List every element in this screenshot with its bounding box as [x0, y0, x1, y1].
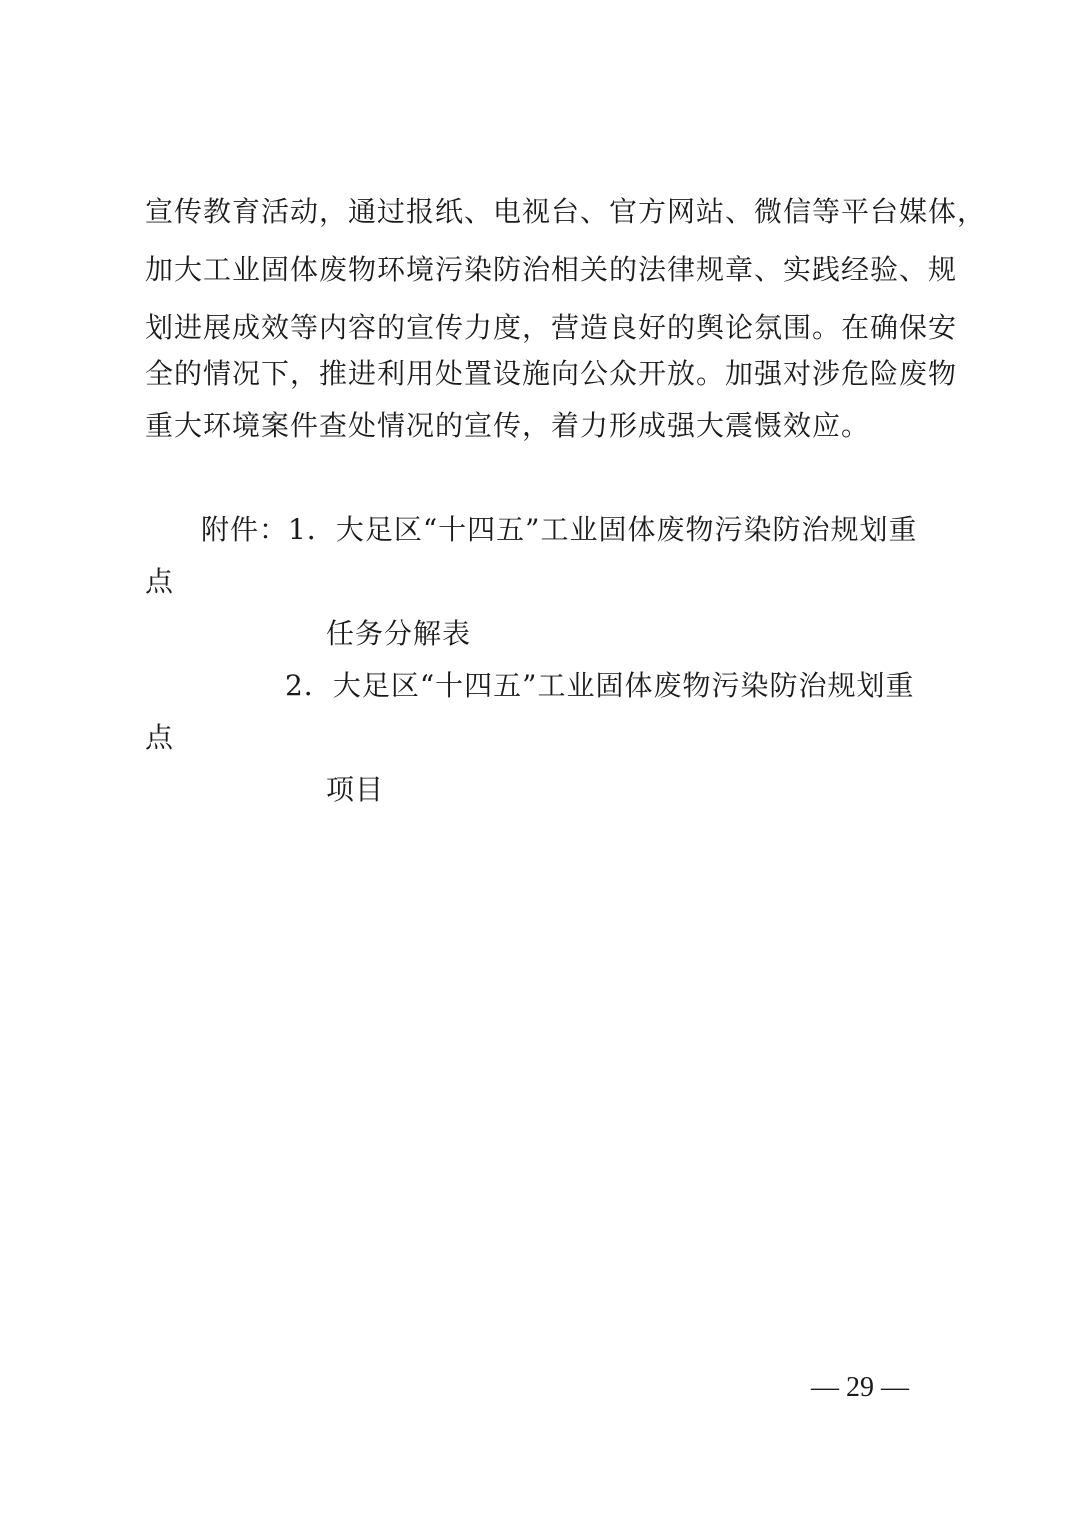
paragraph-line-4: 全的情况下，推进利用处置设施向公众开放。加强对涉危险废物: [145, 357, 958, 390]
attachment-2-wrap: 点: [145, 721, 175, 754]
attachment-1-line: 附件：1．大足区“十四五”工业固体废物污染防治规划重: [201, 513, 918, 546]
paragraph-line-3: 划进展成效等内容的宣传力度，营造良好的舆论氛围。在确保安: [145, 311, 958, 344]
paragraph-line-5: 重大环境案件查处情况的宣传，着力形成强大震慑效应。: [145, 409, 871, 442]
paragraph-line-1: 宣传教育活动，通过报纸、电视台、官方网站、微信等平台媒体，: [145, 195, 987, 228]
attachment-2-continuation: 项目: [326, 773, 385, 806]
attachment-1-continuation: 任务分解表: [326, 617, 472, 650]
attachment-2-line: 2．大足区“十四五”工业固体废物污染防治规划重: [285, 669, 915, 702]
attachment-1-wrap: 点: [145, 565, 175, 598]
paragraph-line-2: 加大工业固体废物环境污染防治相关的法律规章、实践经验、规: [145, 253, 958, 286]
page-number: — 29 —: [811, 1372, 909, 1403]
